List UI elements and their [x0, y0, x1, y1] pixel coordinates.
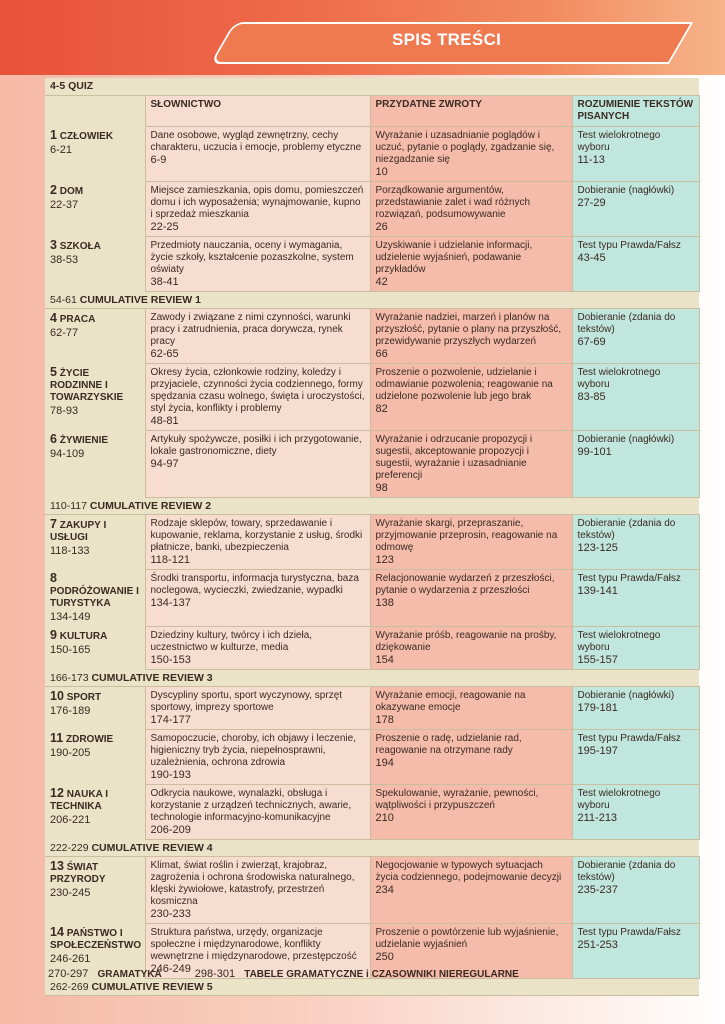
reading-pages: 179-181	[577, 701, 618, 714]
vocabulary-pages: 230-233	[150, 907, 191, 920]
unit-row	[45, 856, 699, 923]
phrases-cell	[370, 626, 572, 669]
phrases-pages: 154	[375, 653, 394, 666]
unit-cell[interactable]	[45, 686, 145, 729]
vocabulary-text: Rodzaje sklepów, towary, sprzedawanie i kupowanie, reklama, korzystanie z usług, środki płatnicze, banki, ubezpieczenia	[150, 517, 363, 553]
vocabulary-pages: 48-81	[150, 414, 179, 427]
vocabulary-pages: 150-153	[150, 653, 191, 666]
unit-name: SPORT	[66, 691, 102, 703]
unit-cell[interactable]	[45, 308, 145, 363]
tables-label[interactable]: TABELE GRAMATYCZNE i CZASOWNIKI NIEREGULARNE	[244, 969, 519, 980]
unit-cell[interactable]	[45, 784, 145, 839]
unit-pages: 22-37	[50, 199, 79, 211]
review-pages: 54-61	[50, 293, 77, 306]
unit-row	[45, 308, 699, 363]
reading-cell	[572, 308, 699, 363]
vocabulary-pages: 190-193	[150, 768, 191, 781]
unit-number: 4	[50, 310, 57, 325]
vocabulary-text: Dane osobowe, wygląd zewnętrzny, cechy charakteru, uczucia i emocje, problemy etyczne	[150, 129, 362, 153]
review-pages: 222-229	[50, 841, 89, 854]
phrases-pages: 10	[375, 165, 388, 178]
vocabulary-cell	[145, 430, 370, 497]
reading-cell	[572, 923, 699, 978]
unit-row	[45, 626, 699, 669]
phrases-text: Proszenie o radę, udzielanie rad, reagowanie na otrzymane rady	[375, 732, 522, 756]
phrases-text: Uzyskiwanie i udzielanie informacji, udzielenie wyjaśnień, podawanie przykładów	[375, 239, 533, 275]
toc-table	[45, 78, 700, 996]
unit-pages: 6-21	[50, 144, 73, 156]
unit-pages: 176-189	[50, 704, 91, 717]
vocabulary-cell	[145, 686, 370, 729]
reading-cell	[572, 236, 699, 291]
phrases-cell	[370, 363, 572, 430]
phrases-cell	[370, 236, 572, 291]
vocabulary-text: Samopoczucie, choroby, ich objawy i leczenie, higieniczny tryb życia, niepełnosprawni, uzależnienia, ochrona zdrowia	[150, 732, 356, 768]
review-label: CUMULATIVE REVIEW 4	[91, 841, 213, 854]
unit-number: 5	[50, 365, 57, 379]
reading-pages: 27-29	[577, 196, 606, 209]
phrases-cell	[370, 430, 572, 497]
vocabulary-text: Artykuły spożywcze, posiłki i ich przygotowanie, lokale gastronomiczne, diety	[150, 433, 362, 457]
review-label: CUMULATIVE REVIEW 2	[89, 499, 212, 512]
unit-pages: 134-149	[50, 611, 91, 623]
header-reading: ROZUMIENIE TEKSTÓW PISANYCH	[572, 95, 699, 126]
header-vocabulary: SŁOWNICTWO	[145, 95, 370, 126]
vocabulary-cell	[145, 308, 370, 363]
vocabulary-text: Struktura państwa, urzędy, organizacje społeczne i międzynarodowe, konflikty wewnętrzne i międzynarodowe, przestępczość	[150, 926, 357, 962]
reading-pages: 139-141	[577, 584, 618, 597]
unit-row	[45, 181, 699, 236]
review-row[interactable]	[45, 978, 699, 995]
reading-pages: 195-197	[577, 744, 618, 757]
unit-name: PODRÓŻOWANIE I TURYSTYKA	[50, 586, 139, 609]
header-row	[45, 95, 699, 126]
vocabulary-pages: 94-97	[150, 457, 179, 470]
unit-number: 13	[50, 858, 64, 873]
vocabulary-cell	[145, 236, 370, 291]
phrases-pages: 210	[375, 811, 394, 824]
reading-cell	[572, 363, 699, 430]
vocabulary-text: Dziedziny kultury, twórcy i ich dzieła, uczestnictwo w kulturze, media	[150, 629, 313, 653]
vocabulary-pages: 38-41	[150, 275, 179, 288]
reading-pages: 43-45	[577, 251, 606, 264]
unit-row	[45, 569, 699, 626]
phrases-text: Negocjowanie w typowych sytuacjach życia codziennego, podejmowanie decyzji	[375, 859, 562, 883]
unit-row	[45, 729, 699, 784]
reading-text: Dobieranie (zdania do tekstów)	[577, 859, 676, 883]
tables-pages: 298-301	[194, 968, 236, 980]
unit-cell[interactable]	[45, 126, 145, 181]
reading-text: Test wielokrotnego wyboru	[577, 129, 661, 153]
reading-cell	[572, 514, 699, 569]
reading-cell	[572, 856, 699, 923]
unit-name: KULTURA	[59, 631, 108, 642]
unit-cell[interactable]	[45, 626, 145, 669]
quiz-row[interactable]	[45, 78, 699, 95]
phrases-cell	[370, 126, 572, 181]
reading-pages: 11-13	[577, 153, 605, 166]
reading-cell	[572, 626, 699, 669]
unit-cell[interactable]	[45, 569, 145, 626]
unit-pages: 38-53	[50, 254, 79, 266]
unit-pages: 94-109	[50, 448, 85, 460]
unit-pages: 190-205	[50, 747, 91, 759]
reading-cell	[572, 686, 699, 729]
reading-text: Test wielokrotnego wyboru	[577, 787, 661, 811]
vocabulary-pages: 62-65	[150, 347, 179, 360]
phrases-text: Wyrażanie emocji, reagowanie na okazywane emocje	[375, 689, 526, 713]
footer	[48, 968, 519, 980]
unit-row	[45, 430, 699, 497]
grammar-label[interactable]: GRAMATYKA	[97, 969, 162, 980]
unit-pages: 62-77	[50, 326, 79, 339]
phrases-text: Wyrażanie i odrzucanie propozycji i sugestii, akceptowanie propozycji i sugestii, wyrażanie i uzasadnianie preferencji	[375, 433, 533, 481]
review-row[interactable]	[45, 497, 699, 514]
reading-cell	[572, 126, 699, 181]
unit-cell[interactable]	[45, 363, 145, 430]
header-phrases: PRZYDATNE ZWROTY	[370, 95, 572, 126]
unit-name: ŻYCIE RODZINNE I TOWARZYSKIE	[50, 368, 124, 403]
vocabulary-cell	[145, 569, 370, 626]
review-label: CUMULATIVE REVIEW 5	[91, 980, 213, 993]
unit-number: 10	[50, 688, 64, 703]
vocabulary-cell	[145, 729, 370, 784]
review-pages: 166-173	[50, 671, 89, 684]
phrases-pages: 138	[375, 596, 394, 609]
reading-pages: 83-85	[577, 390, 606, 403]
phrases-text: Porządkowanie argumentów, przedstawianie zalet i wad różnych rozwiązań, podsumowywanie	[375, 184, 531, 220]
vocabulary-text: Dyscypliny sportu, sport wyczynowy, sprzęt sportowy, imprezy sportowe	[150, 689, 343, 713]
phrases-pages: 194	[375, 756, 394, 769]
review-pages: 110-117	[50, 499, 87, 512]
reading-cell	[572, 569, 699, 626]
unit-pages: 118-133	[50, 544, 90, 557]
unit-pages: 230-245	[50, 886, 91, 899]
vocabulary-cell	[145, 784, 370, 839]
unit-number: 12	[50, 786, 64, 800]
header-blank	[45, 95, 145, 126]
reading-text: Dobieranie (nagłówki)	[577, 433, 675, 445]
phrases-text: Proszenie o powtórzenie lub wyjaśnienie, udzielanie wyjaśnień	[375, 926, 559, 950]
unit-pages: 206-221	[50, 814, 91, 826]
phrases-cell	[370, 181, 572, 236]
phrases-pages: 42	[375, 275, 388, 288]
phrases-cell	[370, 569, 572, 626]
vocabulary-pages: 246-249	[150, 962, 191, 975]
vocabulary-text: Środki transportu, informacja turystyczna, baza noclegowa, wycieczki, zwiedzanie, wypadki	[150, 572, 359, 596]
vocabulary-pages: 6-9	[150, 153, 167, 166]
unit-name: DOM	[59, 186, 84, 197]
unit-number: 9	[50, 628, 57, 642]
vocabulary-text: Klimat, świat roślin i zwierząt, krajobraz, zagrożenia i ochrona środowiska naturalnego, klęski żywiołowe, katastrofy, przestrzeń kosmiczna	[150, 859, 355, 907]
page-title: SPIS TREŚCI	[392, 30, 502, 49]
reading-text: Test typu Prawda/Fałsz	[577, 572, 681, 584]
phrases-pages: 26	[375, 220, 388, 233]
phrases-pages: 234	[375, 883, 394, 896]
reading-text: Dobieranie (nagłówki)	[577, 689, 675, 701]
phrases-cell	[370, 686, 572, 729]
unit-row	[45, 363, 699, 430]
unit-name: PRACA	[59, 313, 96, 325]
vocabulary-cell	[145, 856, 370, 923]
reading-pages: 251-253	[577, 938, 618, 951]
phrases-pages: 178	[375, 713, 394, 726]
phrases-cell	[370, 514, 572, 569]
reading-pages: 67-69	[577, 335, 606, 348]
vocabulary-cell	[145, 126, 370, 181]
reading-text: Test wielokrotnego wyboru	[577, 366, 661, 390]
unit-name: ZAKUPY I USŁUGI	[50, 519, 107, 543]
reading-cell	[572, 181, 699, 236]
vocabulary-cell	[145, 514, 370, 569]
reading-cell	[572, 430, 699, 497]
phrases-text: Wyrażanie nadziei, marzeń i planów na przyszłość, pytanie o plany na przyszłość, przewidywanie przyszłych wydarzeń	[375, 311, 562, 347]
quiz-label: 4-5 QUIZ	[50, 80, 94, 92]
vocabulary-pages: 206-209	[150, 823, 191, 836]
unit-name: ŻYWIENIE	[59, 435, 109, 446]
phrases-pages: 82	[375, 402, 388, 415]
unit-number: 6	[50, 432, 57, 446]
grammar-pages: 270-297	[48, 968, 89, 980]
reading-pages: 155-157	[577, 653, 618, 666]
unit-cell[interactable]	[45, 514, 145, 569]
phrases-pages: 250	[375, 950, 394, 963]
review-pages: 262-269	[50, 980, 89, 993]
reading-text: Dobieranie (nagłówki)	[577, 184, 675, 196]
reading-cell	[572, 784, 699, 839]
vocabulary-pages: 174-177	[150, 713, 191, 726]
reading-text: Test wielokrotnego wyboru	[577, 629, 661, 653]
reading-text: Dobieranie (zdania do tekstów)	[577, 311, 676, 335]
phrases-pages: 66	[375, 347, 388, 360]
phrases-text: Wyrażanie próśb, reagowanie na prośby, dziękowanie	[375, 629, 557, 653]
phrases-text: Spekulowanie, wyrażanie, pewności, wątpliwości i przypuszczeń	[375, 787, 539, 811]
unit-number: 2	[50, 183, 57, 197]
unit-number: 14	[50, 925, 64, 939]
unit-number: 1	[50, 128, 57, 142]
phrases-cell	[370, 784, 572, 839]
unit-cell[interactable]	[45, 181, 145, 236]
review-label: CUMULATIVE REVIEW 3	[91, 671, 213, 684]
unit-name: SZKOŁA	[59, 241, 101, 252]
vocabulary-cell	[145, 626, 370, 669]
unit-cell[interactable]	[45, 430, 145, 497]
review-row[interactable]	[45, 839, 699, 856]
vocabulary-text: Miejsce zamieszkania, opis domu, pomieszczeń domu i ich wyposażenia; wynajmowanie, kupno i sprzedaż mieszkania	[150, 184, 364, 220]
unit-number: 8	[50, 571, 57, 585]
unit-number: 3	[50, 238, 57, 252]
unit-pages: 78-93	[50, 405, 79, 417]
unit-name: PAŃSTWO I SPOŁECZEŃSTWO	[50, 928, 142, 951]
phrases-text: Wyrażanie i uzasadnianie poglądów i uczuć, pytanie o poglądy, zgadzanie się, niezgadzanie się	[375, 129, 555, 165]
reading-cell	[572, 729, 699, 784]
vocabulary-pages: 118-121	[150, 553, 191, 566]
unit-row	[45, 784, 699, 839]
unit-row	[45, 686, 699, 729]
unit-name: ŚWIAT PRZYRODY	[50, 861, 106, 885]
reading-pages: 235-237	[577, 883, 618, 896]
unit-pages: 246-261	[50, 953, 91, 965]
phrases-text: Wyrażanie skargi, przepraszanie, przyjmowanie przeprosin, reagowanie na odmowę	[375, 517, 558, 553]
review-row[interactable]	[45, 291, 699, 308]
vocabulary-cell	[145, 363, 370, 430]
phrases-text: Relacjonowanie wydarzeń z przeszłości, pytanie o wydarzenia z przeszłości	[375, 572, 555, 596]
vocabulary-text: Odkrycia naukowe, wynalazki, obsługa i korzystanie z urządzeń technicznych, awarie, technologie informacyjno-komunikacyjne	[150, 787, 352, 823]
reading-text: Test typu Prawda/Fałsz	[577, 732, 681, 744]
vocabulary-pages: 134-137	[150, 596, 191, 609]
unit-cell[interactable]	[45, 856, 145, 923]
reading-pages: 99-101	[577, 445, 612, 458]
unit-name: CZŁOWIEK	[59, 131, 114, 142]
unit-number: 7	[50, 516, 57, 531]
phrases-cell	[370, 729, 572, 784]
vocabulary-text: Przedmioty nauczania, oceny i wymagania, życie szkoły, kształcenie pozaszkolne, system oświaty	[150, 239, 354, 275]
unit-row	[45, 126, 699, 181]
phrases-cell	[370, 856, 572, 923]
reading-text: Test typu Prawda/Fałsz	[577, 926, 681, 938]
reading-text: Test typu Prawda/Fałsz	[577, 239, 681, 251]
reading-pages: 211-213	[577, 811, 618, 824]
unit-name: NAUKA I TECHNIKA	[50, 789, 108, 812]
review-label: CUMULATIVE REVIEW 1	[79, 293, 201, 306]
phrases-pages: 123	[375, 553, 394, 566]
vocabulary-text: Zawody i związane z nimi czynności, warunki pracy i zatrudnienia, praca dorywcza, rynek pracy	[150, 311, 351, 347]
phrases-text: Proszenie o pozwolenie, udzielanie i odmawianie pozwolenia; reagowanie na udzielone pozwolenie lub jego brak	[375, 366, 553, 402]
reading-pages: 123-125	[577, 541, 618, 554]
unit-pages: 150-165	[50, 644, 91, 656]
unit-row	[45, 514, 699, 569]
vocabulary-text: Okresy życia, członkowie rodziny, koledzy i przyjaciele, czynności życia codziennego, formy spędzania czasu wolnego, święta i uroczystości, styl życia, konflikty i problemy	[150, 366, 365, 414]
unit-row	[45, 236, 699, 291]
reading-text: Dobieranie (zdania do tekstów)	[577, 517, 676, 541]
unit-number: 11	[50, 731, 64, 745]
vocabulary-cell	[145, 181, 370, 236]
vocabulary-pages: 22-25	[150, 220, 179, 233]
unit-cell[interactable]	[45, 729, 145, 784]
phrases-pages: 98	[375, 481, 388, 494]
unit-name: ZDROWIE	[66, 734, 114, 745]
phrases-cell	[370, 308, 572, 363]
review-row[interactable]	[45, 669, 699, 686]
unit-cell[interactable]	[45, 236, 145, 291]
